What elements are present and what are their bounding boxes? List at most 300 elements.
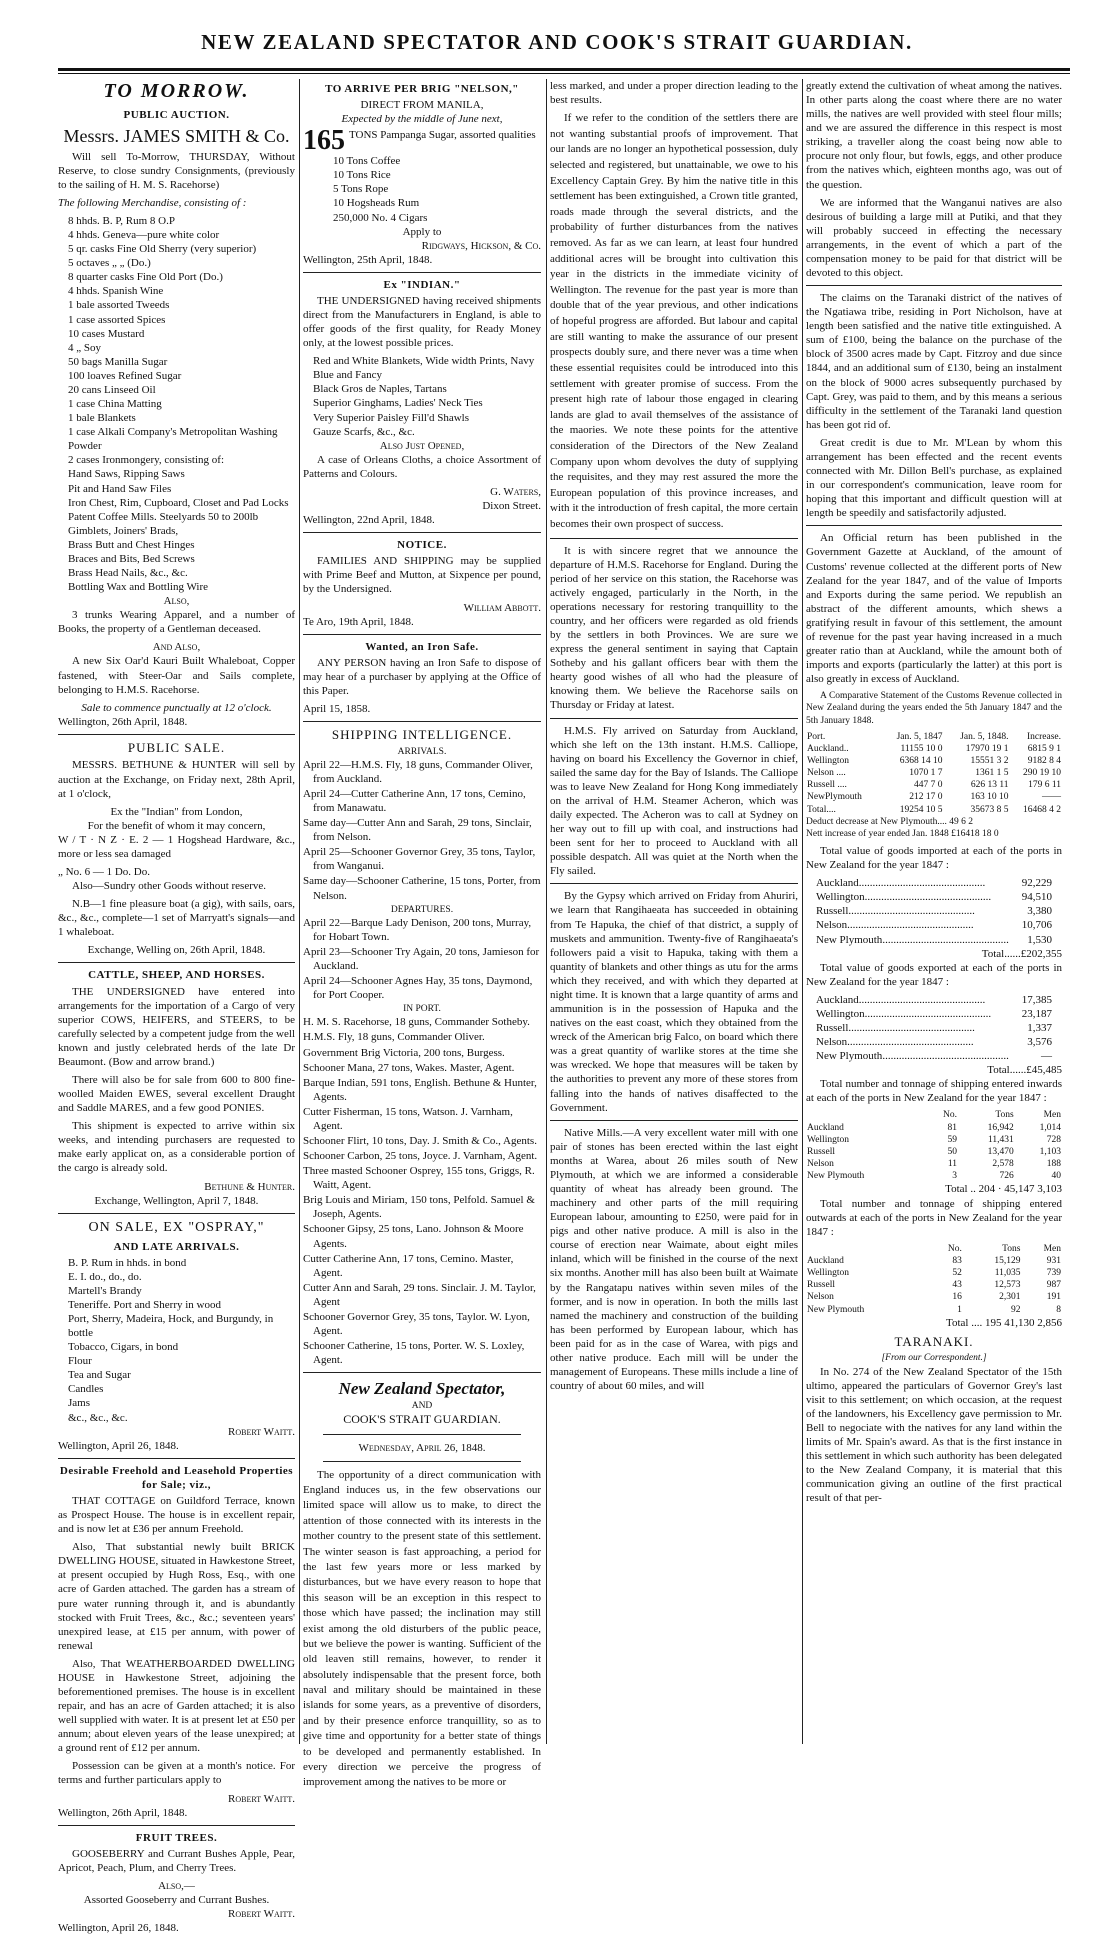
table-header-cell: No. [942, 1110, 957, 1121]
table-cell: 16 [952, 1292, 962, 1303]
tons-number: 165 [303, 125, 345, 157]
list-item: Patent Coffee Mills. Steelyards 50 to 200lb [68, 510, 259, 523]
editorial-text: less marked, and under a proper direction leading to the best results. [550, 80, 798, 107]
list-item: Brass Head Nails, &c., &c. [68, 566, 188, 579]
divider [550, 883, 798, 884]
table-header-cell: Port. [807, 731, 826, 742]
editorial-text: greatly extend the cultivation of wheat among the natives. In other parts along the coast where there are no water mills, the natives are well provided with steel flour mills; and we are assured the difference in this respect is most striking, a traveller along the coast being now able to procure not only flour, but fowls, eggs, and other produce from the natives which, eighteen months ago, was out of the question. [806, 80, 1062, 191]
leader-dots: .............................................. [864, 1007, 992, 1020]
list-item: Red and White Blankets, Wide width Prints, Navy Blue and Fancy [313, 355, 535, 382]
list-item: 50 bags Manilla Sugar [68, 355, 168, 368]
leader-dots: .............................................. [864, 891, 992, 904]
table-row [806, 1304, 1062, 1316]
list-item: E. I. do., do., do. [68, 1270, 142, 1283]
table-cell: 17970 19 1 [965, 743, 1009, 754]
divider [303, 272, 541, 273]
exports-total: Total......£45,485 [987, 1064, 1062, 1077]
table-cell: 11,431 [987, 1134, 1014, 1145]
shipping-entry: Schooner Catherine, 15 tons, Porter. W. S. Loxley, Agent. [303, 1340, 525, 1367]
table-cell: 1 [957, 1304, 962, 1315]
leader-dots: .............................................. [882, 933, 1009, 946]
list-item: 10 Tons Coffee [333, 155, 401, 168]
table-header-cell: Men [1043, 1110, 1061, 1121]
divider [323, 1434, 521, 1435]
table-cell: Russell .... [807, 780, 847, 791]
imports-list [806, 876, 1062, 946]
list-item [816, 918, 1052, 932]
comparative-heading: A Comparative Statement of the Customs Revenue collected in New Zealand during the years ended the 5th January 1847 and the 5th January 1848. [806, 691, 1062, 726]
list-item: Gauze Scarfs, &c., &c. [313, 425, 415, 438]
shipping-entry: April 22—Barque Lady Denison, 200 tons, Murray, for Hobart Town. [303, 916, 532, 943]
public-sale-heading: PUBLIC SALE. [127, 739, 226, 755]
list-item: 1 bale assorted Tweeds [68, 299, 170, 312]
table-cell: 92 [1011, 1304, 1021, 1315]
orleans-text: A case of Orleans Cloths, a choice Assortment of Patterns and Colours. [303, 453, 541, 480]
imports-heading: Total value of goods imported at each of the ports in New Zealand for the year 1847 : [806, 845, 1062, 872]
indian-text: THE UNDERSIGNED having received shipments direct from the Manufacturers in England, is able to offer goods of the first quality, for Ready Money only, at the lowest possible prices. [303, 294, 541, 350]
shipping-entry: Brig Louis and Miriam, 150 tons, Pelfold. Samuel & Joseph, Agents. [303, 1194, 535, 1221]
table-cell: 987 [1046, 1280, 1061, 1291]
table-cell: 728 [1046, 1134, 1061, 1145]
table-cell: 11 [947, 1159, 957, 1170]
masthead-rule-thin [58, 73, 1070, 74]
table-cell: Wellington [807, 1268, 849, 1279]
table-cell: New Plymouth [807, 1171, 865, 1182]
divider [550, 718, 798, 719]
list-item: 8 quarter casks Fine Old Port (Do.) [68, 271, 223, 284]
apply-line: Apply to [402, 225, 442, 238]
port-value: 1,530 [1027, 933, 1052, 946]
table-header-cell: Men [1043, 1243, 1061, 1254]
imports-total: Total......£202,355 [981, 947, 1062, 960]
table-row [806, 1122, 1062, 1134]
table-cell: 12,573 [994, 1280, 1021, 1291]
table-row [806, 767, 1062, 779]
arrivals-heading: ARRIVALS. [397, 746, 447, 757]
shipping-entry: April 22—H.M.S. Fly, 18 guns, Commander Oliver, from Auckland. [303, 758, 533, 785]
notice-heading: NOTICE. [397, 539, 447, 552]
list-item: 4 „ Soy [68, 341, 101, 354]
table-cell: 212 17 0 [909, 792, 943, 803]
table-header-cell: Increase. [1026, 731, 1061, 742]
list-item: 10 cases Mustard [68, 327, 145, 340]
signature: Robert Waitt. [228, 1908, 295, 1921]
list-item: 10 Hogsheads Rum [333, 197, 420, 210]
dateline: Exchange, Welling on, 26th April, 1848. [87, 944, 266, 957]
shipping-entry: Schooner Governor Grey, 35 tons, Taylor. W. Lyon, Agent. [303, 1310, 530, 1338]
table-cell: 191 [1046, 1292, 1061, 1303]
port-value: 17,385 [1021, 993, 1052, 1006]
freehold-text: Also, That substantial newly built BRICK DWELLING HOUSE, situated in Hawkestone Street, at present occupied by Hugh Ross, Esq., with one acre of Garden attached. The garden has a stream of pure water running through it, and is abundantly stocked with Fruit Trees, &c., &c.; seventeen years' unexpired lease, at £15 per annum, with power of renewal [58, 1541, 295, 1652]
freehold-text: THAT COTTAGE on Guildford Terrace, known as Prospect House. The house is in excellent repair, and is now let at £36 per annum Freehold. [58, 1494, 295, 1536]
table-cell: 726 [999, 1171, 1014, 1182]
list-item: 2 cases Ironmongery, consisting of: [68, 454, 225, 467]
list-item: 4 hhds. Geneva—pure white color [68, 229, 220, 242]
taranaki-claims-text: The claims on the Taranaki district of the natives of the Ngatiawa tribe, residing in Port Nicholson, have at length been satisfied and the native title extinguished. A sum of £100, being the balance on the purchase of the block of 3500 acres made by Capt. Fitzroy and due since 1844, and an additional sum of £130, being an instalment on the block of 9000 acres subsequently purchased by Capt. Grey, was paid to them, and by this means a serious difficulty in the settlement of the Taranaki land question has been got rid of. [806, 292, 1062, 431]
outwards-heading: Total number and tonnage of shipping entered outwards at each of the ports in New Zealand for the year 1847 : [806, 1197, 1062, 1238]
divider [58, 734, 295, 735]
table-cell: 1,014 [1039, 1122, 1061, 1133]
table-cell: 9182 8 4 [1027, 755, 1061, 766]
customs-decrease: Deduct decrease at New Plymouth.... 49 6 2 [806, 816, 973, 827]
expected-line: Expected by the middle of June next, [341, 113, 503, 126]
column-1 [58, 79, 295, 1935]
trunks-text: 3 trunks Wearing Apparel, and a number of Books, the property of a Gentleman deceased. [58, 609, 295, 636]
table-cell: 1,103 [1039, 1146, 1061, 1157]
dateline: Wellington, April 26, 1848. [58, 1439, 179, 1452]
column-divider [802, 79, 803, 1744]
list-item: Candles [68, 1383, 104, 1396]
port-name: Wellington [816, 1007, 865, 1020]
goods-list [323, 154, 541, 224]
merchandise-list [58, 214, 295, 594]
list-item: 5 octaves „ „ (Do.) [68, 257, 151, 270]
shipping-entry: Schooner Gipsy, 25 tons, Lano. Johnson & Moore Agents. [303, 1223, 524, 1250]
divider [58, 1458, 295, 1459]
shipping-entry: Cutter Catherine Ann, 17 tons, Cemino. Master, Agent. [303, 1252, 514, 1279]
list-item: 8 hhds. B. P, Rum 8 O.P [68, 215, 175, 228]
racehorse-text: It is with sincere regret that we announce the departure of H.M.S. Racehorse for England. During the period of her service on this station, the Racehorse was actively engaged, particularly in the North, in the operations necessary for restoring tranquillity to the country, and her officers were regarded as old friends by the settlers in both Provinces. We are sure we express the general sentiment in saying that Captain Sotheby and his gallant officers bear with them the hearty good wishes of all who had the pleasure of knowing them. We believe the Racehorse sails on Thursday or Friday at latest. [550, 544, 798, 712]
shipping-entry: Same day—Cutter Ann and Sarah, 29 tons, Sinclair, from Nelson. [303, 817, 532, 844]
table-header-cell: Jan. 5, 1848. [960, 731, 1009, 742]
list-item: Black Gros de Naples, Tartans [313, 383, 447, 396]
port-name: Nelson [816, 1036, 848, 1049]
list-item [816, 876, 1052, 890]
fly-text: H.M.S. Fly arrived on Saturday from Auckland, which she left on the 13th instant. H.M.S. Calliope, having on board his Excellency the Governor in chief, sailed the same day for the Bay of Islands. The Calliope was to leave New Zealand for Hong Kong immediately on the arrival of H.M. Steamer Acheron, which was daily expected. The Acheron was to call at Sydney on her way out to fill up with coal, and instructions had been sent for her to proceed to Auckland with all possible despatch. All was quiet at the North when the Fly sailed. [550, 724, 798, 878]
table-header-cell: Tons [1002, 1243, 1021, 1254]
exports-list [806, 993, 1062, 1063]
masthead: NEW ZEALAND SPECTATOR AND COOK'S STRAIT GUARDIAN. [201, 30, 913, 54]
fruit-heading: FRUIT TREES. [135, 1831, 218, 1844]
divider [303, 634, 541, 635]
divider [806, 285, 1062, 286]
shipping-entry: Three masted Schooner Osprey, 155 tons, Griggs, R. Waitt, Agent. [303, 1165, 535, 1192]
signature: William Abbott. [463, 601, 541, 614]
leader-dots: .............................................. [848, 1022, 975, 1035]
shipping-entry: Cutter Fisherman, 15 tons, Watson. J. Varnham, Agent. [303, 1105, 513, 1132]
shipping-entry: H. M. S. Racehorse, 18 guns, Commander Sotheby. [303, 1016, 530, 1029]
list-item: 4 hhds. Spanish Wine [68, 285, 164, 298]
masthead-rule [58, 68, 1070, 71]
list-item [816, 1007, 1052, 1021]
ospray-heading: ON SALE, EX "OSPRAY," [88, 1219, 265, 1235]
table-row [806, 1146, 1062, 1158]
table-cell: Nelson [807, 1159, 834, 1170]
manila-line: DIRECT FROM MANILA, [360, 99, 484, 112]
table-cell: Auckland [807, 1122, 844, 1133]
table-row [806, 1158, 1062, 1170]
inwards-table [806, 1109, 1062, 1182]
port-value: 10,706 [1021, 919, 1052, 932]
inwards-total: Total .. 204 · 45,147 3,103 [945, 1183, 1062, 1196]
signature: Bethune & Hunter. [204, 1180, 295, 1193]
list-item: Iron Chest, Rim, Cupboard, Closet and Pad Locks [68, 496, 289, 509]
table-header-cell: Tons [995, 1110, 1014, 1121]
table-row [806, 779, 1062, 791]
list-item: Tea and Sugar [68, 1369, 131, 1382]
divider [550, 538, 798, 539]
and-also-label: And Also, [152, 641, 201, 654]
dateline: Exchange, Wellington, April 7, 1848. [94, 1194, 259, 1207]
dateline: Wellington, 26th April, 1848. [58, 715, 188, 728]
taranaki-text: In No. 274 of the New Zealand Spectator of the 15th ultimo, appeared the particulars of Governor Grey's last visit to this settlement; on which occasion, at the request of the landowners, his Excellency gave permission to Mr. Bell to negociate with the natives for any land within the limits of Mr. Spain's award. As that is the first instance in this settlement in which such authority has been delegated to the New Zealand Company, it is material that this communication giving an outline of the first practical result of that per- [806, 1365, 1062, 1505]
divider [58, 1213, 295, 1214]
also-label: Also, [163, 595, 190, 608]
signature: Robert Waitt. [228, 1792, 295, 1805]
list-item [816, 1021, 1052, 1035]
outwards-total: Total .... 195 41,130 2,856 [946, 1316, 1062, 1329]
column-divider [299, 79, 300, 1744]
list-item: Flour [68, 1355, 92, 1368]
divider [58, 962, 295, 963]
column-4 [806, 79, 1062, 1744]
table-cell: Wellington [807, 755, 849, 766]
table-cell: 52 [952, 1268, 962, 1279]
list-item: Brass Butt and Chest Hinges [68, 538, 195, 551]
table-cell: Wellington [807, 1134, 849, 1145]
port-name: New Plymouth [816, 1050, 883, 1063]
table-header-cell: No. [947, 1243, 962, 1254]
in-port-list [303, 1015, 541, 1367]
divider [550, 1120, 798, 1121]
inwards-heading: Total number and tonnage of shipping entered inwards at each of the ports in New Zealand for the year 1847 : [806, 1078, 1062, 1105]
table-cell: 35673 8 5 [970, 804, 1009, 815]
shipment-text: This shipment is expected to arrive within six weeks, and intending purchasers are requested to make early applicat on, as a considerable portion of the cargo is already sold. [58, 1120, 295, 1175]
table-row [806, 1267, 1062, 1279]
table-cell: 1361 1 5 [975, 768, 1009, 779]
also-opened: Also Just Opened, [379, 439, 465, 452]
table-cell: 11155 10 0 [900, 743, 943, 754]
nb-line: N.B—1 fine pleasure boat (a gig), with sails, oars, &c., &c., complete—1 set of Marryatt's signals—and 1 whaleboat. [58, 898, 295, 939]
list-item: 1 case China Matting [68, 398, 162, 411]
whaleboat-text: A new Six Oar'd Kauri Built Whaleboat, Copper fastened, with Steer-Oar and Sails complete, belonging to H.M.S. Racehorse. [58, 655, 295, 696]
paper-date: Wednesday, April 26, 1848. [358, 1441, 486, 1454]
late-arrivals-heading: AND LATE ARRIVALS. [113, 1240, 240, 1253]
list-item: B. P. Rum in hhds. in bond [68, 1256, 187, 1269]
also-sundry: Also—Sundry other Goods without reserve. [72, 880, 267, 893]
leader-dots: .............................................. [858, 993, 986, 1006]
ewes-text: There will also be for sale from 600 to 800 fine-woolled Maiden EWES, several excellent Draught and Saddle MARES, and a few good PONIES. [58, 1074, 295, 1115]
list-item: Very Superior Paisley Fill'd Shawls [313, 411, 469, 424]
list-item: &c., &c., &c. [68, 1411, 128, 1424]
table-cell: 626 13 11 [970, 780, 1009, 791]
list-item [816, 1035, 1052, 1049]
table-cell: Nelson [807, 1292, 834, 1303]
leader-dots: .............................................. [847, 1036, 974, 1049]
list-item: Bottling Wax and Bottling Wire [68, 581, 209, 594]
table-header-cell [806, 1243, 930, 1255]
ospray-list [58, 1256, 295, 1425]
net-increase: Nett increase of year ended Jan. 1848 £16418 18 0 [806, 828, 999, 839]
list-item: Gimblets, Joiners' Brads, [68, 524, 179, 537]
port-value: 23,187 [1021, 1007, 1052, 1020]
table-cell: 59 [947, 1134, 957, 1145]
merchandise-line: The following Merchandise, consisting of : [58, 196, 247, 209]
divider [303, 721, 541, 722]
list-item: Port, Sherry, Madeira, Hock, and Burgundy, in bottle [68, 1313, 274, 1340]
table-cell: 163 10 10 [970, 792, 1009, 803]
table-cell: 290 19 10 [1023, 768, 1061, 779]
table-cell: Auckland [807, 1255, 844, 1266]
list-item: 5 Tons Rope [333, 183, 389, 196]
notice-text: FAMILIES AND SHIPPING may be supplied with Prime Beef and Mutton, at Sixpence per pound, by the Undersigned. [303, 555, 541, 596]
shipping-entry: Cutter Ann and Sarah, 29 tons. Sinclair. J. M. Taylor, Agent [303, 1281, 536, 1308]
freehold-text: Also, That WEATHERBOARDED DWELLING HOUSE in Hawkestone Street, adjoining the beforementioned premises. The house is in excellent repair, and has an acre of Garden attached; it is also well supplied with water. It is at present let at £50 per annum; about eleven years of the lease unexpired; at a ground rent of £12 per annum. [58, 1657, 295, 1755]
editorial-text: The opportunity of a direct communication with England induces us, in the few observations our limited space will allow us to make, to direct the attention of those connected with its interests in the mother country to the present state of this settlement. The winter season is fast approaching, a period for the last few years more or less marked by disturbances, but we have every reason to hope that this season will be an exception in this respect to those which have passed; the inclination may still exist among the old disturbers of the public peace, but we believe the power is wanting. Sufficient of the old leaven still remains, however, to render it absolutely indispensable that the present force, both naval and military should be maintained in these islands for some years, as a preventive of disorders, and by their presence enforce tranquillity, so as to give time and opportunity for a better state of things to be developed and permanently established. In every direction we perceive the progress of improvement among the natives to be more or [303, 1468, 541, 1789]
indian-list [303, 354, 541, 438]
table-cell: —— [1042, 792, 1061, 803]
nelson-heading: TO ARRIVE PER BRIG "NELSON," [325, 83, 519, 95]
paper-and: AND [411, 1401, 433, 1412]
shipping-entry: Schooner Flirt, 10 tons, Day. J. Smith & Co., Agents. [303, 1135, 537, 1148]
table-row [806, 1255, 1062, 1267]
table-cell: 19254 10 5 [899, 804, 943, 815]
table-cell: New Plymouth [807, 1304, 865, 1315]
safe-text: ANY PERSON having an Iron Safe to dispose of may hear of a purchaser by applying at the Office of this Paper. [303, 656, 541, 697]
list-item: 1 bale Blankets [68, 412, 136, 425]
paper-title: New Zealand Spectator, [338, 1379, 506, 1399]
table-cell: 50 [947, 1146, 957, 1157]
tons-text: TONS Pampanga Sugar, assorted qualities [349, 129, 536, 142]
table-cell: 1070 1 7 [909, 768, 943, 779]
marks-line: W / T · N Z · E. 2 — 1 Hogshead Hardware, &c., more or less sea damaged [58, 833, 295, 860]
gypsy-text: By the Gypsy which arrived on Friday from Ahuriri, we learn that Rangihaeata has succeeded in obtaining from Te Hapuka, the chief of that district, a supply of muskets and ammunition. Twenty-five of Rangihaeata's followers paid a visit to Hapuka, taking with them a quantity of blankets and other things as utu for the arms which they received, and with which they departed at night time. It is known that a large quantity of arms and ammunition is in the possession of Hapuka and the natives on the east coast, which they obtained from the wreck of the American brig Falco, on board which there was a great quantity of warlike stores at the time she was wrecked. We hope that measures will be taken by the authorities to prevent any more of these stores from falling into the hands of natives disaffected to the Government. [550, 890, 798, 1114]
list-item: 1 case assorted Spices [68, 313, 166, 326]
table-row [806, 804, 1062, 816]
shipping-entry: Barque Indian, 591 tons, English. Bethune & Hunter, Agents. [303, 1076, 537, 1103]
port-value: 3,576 [1027, 1036, 1052, 1049]
port-value: 1,337 [1027, 1022, 1052, 1035]
table-cell: NewPlymouth [807, 792, 862, 803]
table-row [806, 791, 1062, 803]
freehold-heading: Desirable Freehold and Leasehold Properties for Sale; viz., [59, 1464, 294, 1491]
indian-heading: Ex "INDIAN." [383, 278, 461, 291]
sale-time: Sale to commence punctually at 12 o'clock. [81, 701, 272, 714]
divider [303, 1372, 541, 1373]
arrivals-list [303, 758, 541, 903]
auctioneer-firm: Messrs. JAMES SMITH & Co. [63, 125, 290, 146]
cattle-heading: CATTLE, SHEEP, AND HORSES. [88, 969, 265, 982]
fruit-assorted: Assorted Gooseberry and Currant Bushes. [83, 1893, 270, 1906]
divider [323, 1461, 521, 1462]
benefit-line: For the benefit of whom it may concern, [87, 819, 266, 832]
list-item: Tobacco, Cigars, in bond [68, 1341, 179, 1354]
port-name: Russell [816, 905, 849, 918]
table-cell: 13,470 [987, 1146, 1014, 1157]
to-morrow-heading: TO MORROW. [103, 80, 250, 102]
dateline: April 15, 1858. [303, 702, 371, 715]
list-item: 100 loaves Refined Sugar [68, 369, 182, 382]
shipping-entry: April 25—Schooner Governor Grey, 35 tons, Taylor, from Wanganui. [303, 846, 536, 873]
auction-intro: Will sell To-Morrow, THURSDAY, Without Reserve, to close sundry Consignments, (previously to the sailing of H. M. S. Racehorse) [58, 150, 295, 191]
public-auction-heading: PUBLIC AUCTION. [123, 108, 230, 121]
shipping-entry: Government Brig Victoria, 200 tons, Burgess. [303, 1046, 505, 1059]
list-item: 250,000 No. 4 Cigars [333, 211, 428, 224]
list-item [816, 1049, 1052, 1063]
list-item: 5 qr. casks Fine Old Sherry (very superior) [68, 243, 257, 256]
list-item: 10 Tons Rice [333, 169, 391, 182]
table-cell: Nelson .... [807, 768, 846, 779]
list-item [816, 904, 1052, 918]
list-item: Hand Saws, Ripping Saws [68, 468, 185, 481]
column-divider [546, 79, 547, 1744]
port-name: Auckland [816, 993, 859, 1006]
dateline: Wellington, 22nd April, 1848. [303, 514, 435, 527]
table-cell: Russell [807, 1280, 835, 1291]
list-item: Pit and Hand Saw Files [68, 482, 172, 495]
table-cell: Russell [807, 1146, 835, 1157]
table-row [806, 1170, 1062, 1182]
table-cell: 2,301 [999, 1292, 1021, 1303]
divider [303, 532, 541, 533]
table-cell: 83 [952, 1255, 962, 1266]
cattle-text: THE UNDERSIGNED have entered into arrangements for the importation of a Cargo of very superior COWS, HEIFERS, and STEERS, to be carefully selected by a competent judge from the well known and justly celebrated herds of the late Dr Beaumont. (Bow and arrow brand.) [58, 985, 295, 1068]
address: Dixon Street. [482, 500, 541, 513]
column-3 [550, 79, 798, 1744]
also-label: Also,— [158, 1879, 195, 1892]
dateline: Wellington, April 26, 1848. [58, 1922, 179, 1935]
table-cell: 16468 4 2 [1023, 804, 1061, 815]
table-row [806, 1291, 1062, 1303]
table-row [806, 1134, 1062, 1146]
bethune-notice: MESSRS. BETHUNE & HUNTER will sell by auction at the Exchange, on Friday next, 28th April, at 1 o'clock, [58, 759, 295, 800]
port-name: New Plymouth [816, 933, 883, 946]
leader-dots: .............................................. [848, 905, 975, 918]
native-mills-text: Native Mills.—A very excellent water mill with one pair of stones has been erected within the last eight months at Warea, about 26 miles south of New Plymouth, at which we are informed a considerable quantity of wheat has already been ground. The machinery and other parts of the mill requiring European labour, amounting to £250, were paid for in pigs and other native produce. A mill is also in the course of erection near Waimate, about eight miles inland, which will be finished in the course of the next six months. Another mill has also been built at Waimate by the Rangatapu natives within seven miles of the former, and is now in operation. In both the mills last named the machinery and construction of the building has been performed by European labour, which has been paid for as in the case of Warea, with pigs and other native produce. Each mill will be under the management of Europeans. These mills include a line of country of about 60 miles, and will [550, 1126, 798, 1393]
signature: Ridgways, Hickson, & Co. [421, 239, 541, 252]
list-item: Teneriffe. Port and Sherry in wood [68, 1298, 221, 1311]
possession-text: Possession can be given at a month's notice. For terms and further particulars apply to [58, 1760, 295, 1787]
no6-line: „ No. 6 — 1 Do. Do. [58, 866, 150, 878]
port-value: 94,510 [1021, 891, 1052, 904]
safe-heading: Wanted, an Iron Safe. [365, 640, 479, 653]
table-cell: 8 [1056, 1304, 1061, 1315]
shipping-entry: Schooner Mana, 27 tons, Wakes. Master, Agent. [303, 1061, 515, 1074]
port-value: 92,229 [1021, 877, 1052, 890]
port-name: Auckland [816, 877, 859, 890]
port-value: 3,380 [1027, 905, 1052, 918]
ex-indian-line: Ex the "Indian" from London, [110, 805, 243, 818]
official-return-text: An Official return has been published in the Government Gazette at Auckland, of the amount of Customs' revenue collected at the different ports of New Zealand for the year 1847, and of the value of Imports and Exports during the same period. We republish an abstract of the different amounts, which shews a gratifying result in favour of this settlement, the amount of revenue for the past year having increased in a much greater ratio than at Auckland, while the amount both of imports and exports (particularly the latter) at this port is also greatly in excess of Auckland. [806, 532, 1062, 686]
table-cell: 43 [952, 1280, 962, 1291]
dateline: Te Aro, 19th April, 1848. [303, 615, 414, 628]
port-name: Nelson [816, 919, 848, 932]
editorial-text: If we refer to the condition of the settlers there are not wanting substantial proofs of improvement. That our lands are no longer an hypothetical possession, duly selected and registered, but unattainable, we owe to his Excellency Captain Grey. By him the native title in this settlement has been extinguished, a Crown title granted, roads made through the several districts, and the probability of further disturbances from the natives removed. As far as we can learn, at least four hundred additional acres will be brought into cultivation this year in the districts in the immediate vicinity of Wellington. The revenue for the past year is more than double that of the year previous, and other indications of hopeful progress are afforded. But labour and capital are still wanting to make the assurance of our present prospects doubly sure, and there never was a time when these essential requisites could be introduced into this settlement with greater promise of success. From the present high rate of labour those engaged in clearing lands are glad to avail themselves of the assistance of the maories. We note these points for the attentive consideration of the Directors of the New Zealand Company upon whom devolves the duty of supplying the requisites, and they may rest assured the more the European population of this province increases, and with it the introduction of fresh capital, the more certain becomes their own prospect of success. [550, 112, 798, 530]
table-cell: 40 [1051, 1171, 1061, 1182]
sugar-line [303, 125, 541, 157]
departures-list [303, 916, 541, 1002]
list-item [816, 993, 1052, 1007]
dateline: Wellington, 26th April, 1848. [58, 1806, 188, 1819]
table-cell: Total.... [807, 804, 836, 815]
signature: G. Waters, [490, 485, 541, 498]
list-item [816, 890, 1052, 904]
port-name: Russell [816, 1022, 849, 1035]
shipping-entry: April 24—Cutter Catherine Ann, 17 tons, Cemino, from Manawatu. [303, 787, 526, 815]
in-port-heading: IN PORT. [403, 1004, 441, 1015]
table-cell: 15,129 [994, 1255, 1021, 1266]
shipping-entry: Same day—Schooner Catherine, 15 tons, Porter, from Nelson. [303, 875, 541, 902]
table-cell: 739 [1046, 1268, 1061, 1279]
list-item [816, 933, 1052, 947]
list-item: Superior Ginghams, Ladies' Neck Ties [313, 397, 483, 410]
list-item: Braces and Bits, Bed Screws [68, 552, 195, 565]
shipping-entry: Schooner Carbon, 25 tons, Joyce. J. Varnham, Agent. [303, 1150, 538, 1163]
port-value: — [1041, 1050, 1052, 1063]
table-cell: 16,942 [987, 1122, 1014, 1133]
shipping-heading: SHIPPING INTELLIGENCE. [331, 727, 513, 743]
taranaki-heading: TARANAKI. [894, 1333, 974, 1349]
